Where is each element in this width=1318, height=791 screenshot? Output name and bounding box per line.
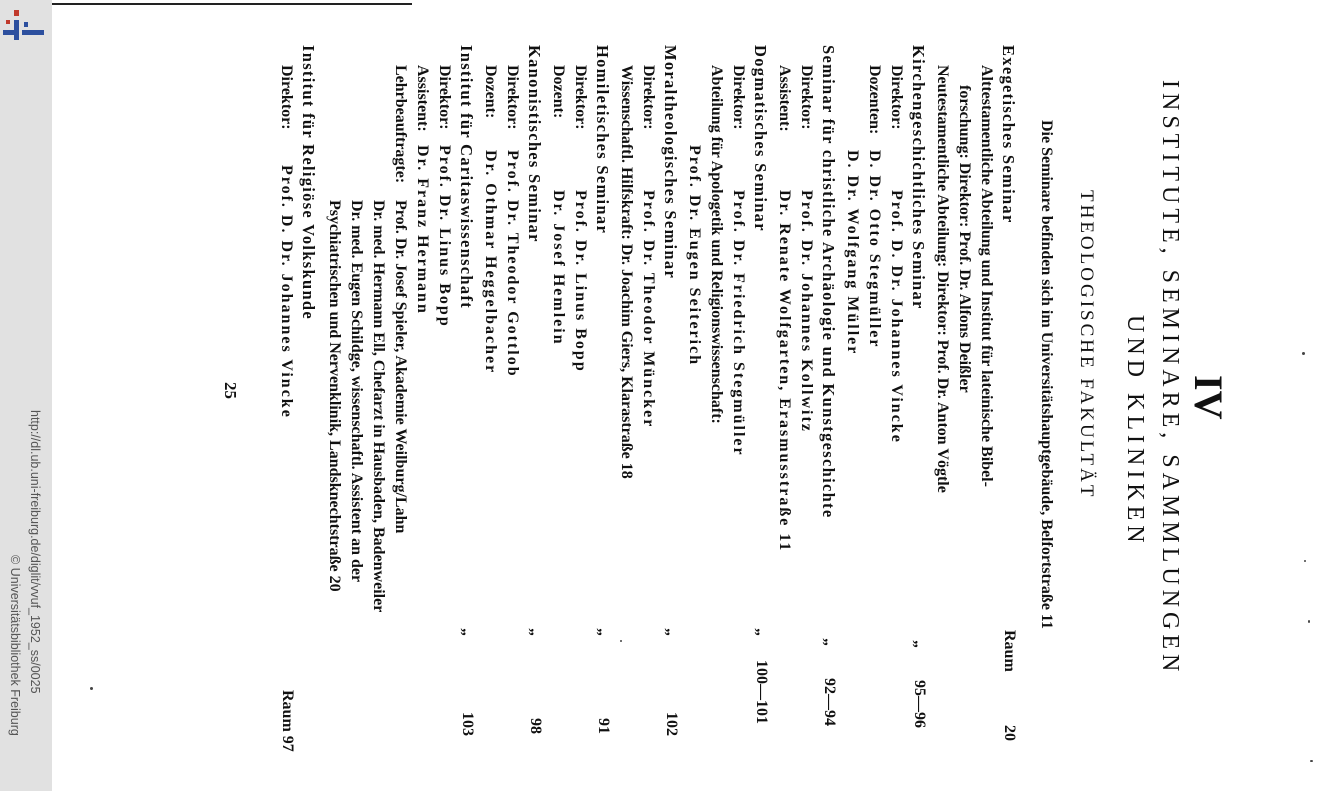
room-number: 95—96 bbox=[911, 680, 928, 728]
section-caritas: Institut für Caritaswissenschaft bbox=[457, 45, 476, 310]
person-name: Prof. Dr. Linus Bopp bbox=[572, 190, 589, 373]
entry-line: Alttestamentliche Abteilung und Institut für lateinische Bibel- bbox=[978, 65, 995, 487]
role-label: Direktor: bbox=[640, 65, 657, 130]
entry-line: Neutestamentliche Abteilung: Direktor: Prof. Dr. Anton Vögtle bbox=[934, 65, 951, 493]
room-label: Raum bbox=[1001, 630, 1018, 672]
rotated-content bbox=[52, 0, 1250, 791]
person-name: Prof. Dr. Friedrich Stegmüller bbox=[730, 190, 747, 457]
person-name: Prof. Dr. Johannes Kollwitz bbox=[798, 190, 815, 433]
entry-line: Wissenschaftl. Hilfskraft: Dr. Joachim Giers, Klarastraße 18 bbox=[618, 65, 635, 479]
person-name: Prof. D. Dr. Johannes Vincke bbox=[278, 165, 295, 419]
room-number: 91 bbox=[595, 718, 612, 734]
person-name: Dr. med. Hermann Ell, Chefarzt in Hausbaden, Badenweiler bbox=[370, 200, 387, 613]
person-name: Dr. med. Eugen Schildge, wissenschaftl. Assistent an der bbox=[348, 200, 365, 583]
copyright-notice: © Universitätsbibliothek Freiburg bbox=[8, 555, 22, 736]
intro-text: Die Seminare befinden sich im Universitätshauptgebäude, Belfortstraße 11 bbox=[1038, 120, 1055, 630]
role-label: Assistent: bbox=[414, 65, 431, 132]
role-label: Direktor: bbox=[572, 65, 589, 130]
page-number: 25 bbox=[221, 382, 240, 399]
faculty-heading: THEOLOGISCHE FAKULTÄT bbox=[1076, 190, 1097, 500]
section-archaeologie: Seminar für christliche Archäologie und Kunstgeschichte bbox=[819, 45, 838, 519]
person-name: Dr. Othmar Heggelbacher bbox=[482, 150, 499, 375]
person-name: Prof. D. Dr. Johannes Vincke bbox=[888, 190, 905, 444]
person-name: Prof. Dr. Eugen Seiterich bbox=[686, 145, 703, 367]
page-title-line2: UND KLINIKEN bbox=[1122, 315, 1148, 548]
section-moraltheologie: Moraltheologisches Seminar bbox=[661, 45, 680, 280]
person-name: Prof. Dr. Linus Bopp bbox=[436, 145, 453, 328]
ditto-mark: „ bbox=[527, 628, 544, 636]
role-label: Dozent: bbox=[482, 65, 499, 119]
ditto-mark: „ bbox=[663, 628, 680, 636]
role-label: Lehrbeauftragte: bbox=[392, 65, 409, 184]
section-kirchengeschichte: Kirchengeschichtliches Seminar bbox=[909, 45, 928, 310]
section-dogmatisches: Dogmatisches Seminar bbox=[751, 45, 770, 232]
section-volkskunde: Institut für Religiöse Volkskunde bbox=[299, 45, 318, 321]
room-number: 92—94 bbox=[821, 678, 838, 726]
role-label: Dozenten: bbox=[866, 65, 883, 135]
section-kanonistisches: Kanonistisches Seminar bbox=[525, 45, 544, 243]
scanned-page bbox=[52, 0, 1318, 791]
entry-line: Psychiatrischen und Nervenklinik, Landsknechtstraße 20 bbox=[326, 200, 343, 592]
person-name: Dr. Franz Hermann bbox=[414, 145, 431, 315]
room-number: 20 bbox=[1001, 725, 1018, 741]
section-exegetisches: Exegetisches Seminar bbox=[999, 45, 1018, 224]
ditto-mark: „ bbox=[753, 628, 770, 636]
person-name: D. Dr. Wolfgang Müller bbox=[844, 150, 861, 356]
ditto-mark: „ bbox=[595, 628, 612, 636]
person-name: Prof. Dr. Josef Spieler, Akademie Weilburg/Lahn bbox=[392, 200, 409, 534]
person-name: Dr. Josef Hemlein bbox=[550, 190, 567, 346]
section-homiletisches: Homiletisches Seminar bbox=[593, 45, 612, 235]
page-title-line1: INSTITUTE, SEMINARE, SAMMLUNGEN bbox=[1157, 80, 1183, 677]
room-number: 102 bbox=[663, 712, 680, 736]
entry-line: Abteilung für Apologetik und Religionswissenschaft: bbox=[708, 65, 725, 424]
room-label: Raum 97 bbox=[279, 690, 296, 752]
ditto-mark: „ bbox=[459, 628, 476, 636]
ditto-mark: „ bbox=[911, 640, 928, 648]
room-number: 100—101 bbox=[753, 660, 770, 724]
room-number: 103 bbox=[459, 712, 476, 736]
role-label: Direktor: bbox=[504, 65, 521, 130]
library-logo-icon bbox=[2, 8, 46, 52]
ditto-mark: „ bbox=[821, 638, 838, 646]
role-label: Direktor: bbox=[436, 65, 453, 130]
role-label: Direktor: bbox=[798, 65, 815, 130]
person-name: Dr. Renate Wolfgarten, Erasmusstraße 11 bbox=[776, 190, 793, 553]
person-name: Prof. Dr. Theodor Müncker bbox=[640, 190, 657, 429]
entry-line: forschung: Direktor: Prof. Dr. Alfons Deißler bbox=[956, 85, 973, 393]
person-name: Prof. Dr. Theodor Gottlob bbox=[504, 150, 521, 378]
source-url[interactable]: http://dl.ub.uni-freiburg.de/diglit/vvuf_1952_ss/0025 bbox=[28, 410, 42, 694]
role-label: Direktor: bbox=[730, 65, 747, 130]
role-label: Dozent: bbox=[550, 65, 567, 119]
role-label: Assistent: bbox=[776, 65, 793, 132]
role-label: Direktor: bbox=[888, 65, 905, 130]
section-roman-numeral: IV bbox=[1186, 375, 1231, 420]
room-number: 98 bbox=[527, 718, 544, 734]
role-label: Direktor: bbox=[278, 65, 295, 130]
person-name: D. Dr. Otto Stegmüller bbox=[866, 150, 883, 349]
viewer-sidebar bbox=[0, 0, 53, 791]
